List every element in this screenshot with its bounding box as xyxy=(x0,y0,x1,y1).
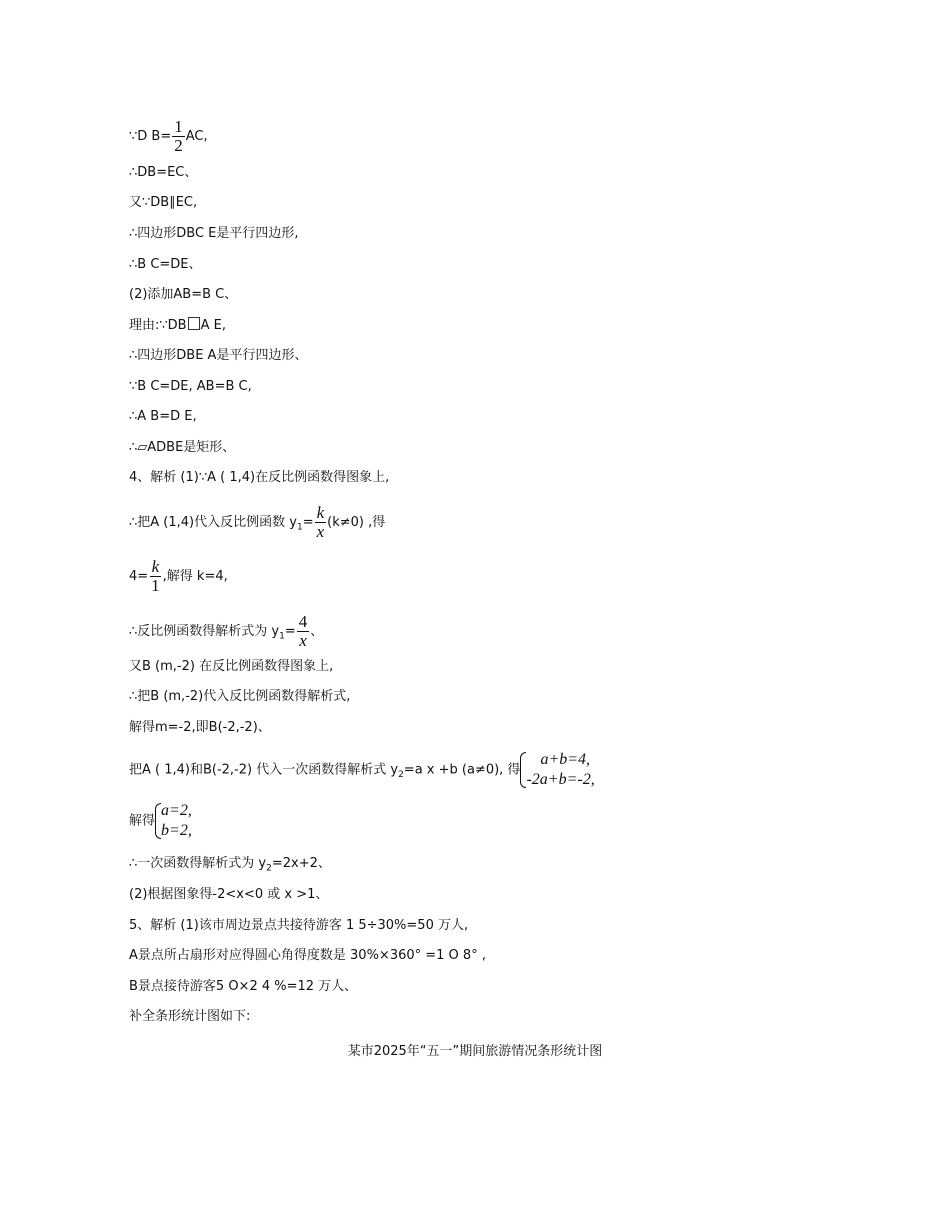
fraction xyxy=(315,504,327,541)
line-linear-substitute xyxy=(129,750,595,790)
unknown-glyph-box xyxy=(188,317,200,330)
text: ∴反比例函数得解析式为 y xyxy=(129,624,280,639)
line-ab-eq-de: ∴A B=D E, xyxy=(129,409,197,424)
numerator: 4 xyxy=(298,612,308,631)
line-parallelogram-dbce: ∴四边形DBC E是平行四边形, xyxy=(129,226,299,241)
line-b-on-graph: 又B (m,-2) 在反比例函数得图象上, xyxy=(129,659,334,674)
line-inverse-expression xyxy=(129,613,323,650)
text: 解得 xyxy=(129,813,156,829)
subscript: 1 xyxy=(296,522,303,533)
subscript: 1 xyxy=(279,631,285,642)
equation: b=2, xyxy=(161,822,192,839)
line-db-parallel-ec: 又∵DB∥EC, xyxy=(129,195,198,210)
line-parallelogram-dbea: ∴四边形DBE A是平行四边形、 xyxy=(129,348,308,363)
text: 把A ( 1,4)和B(-2,-2) 代入一次函数得解析式 y xyxy=(129,762,399,778)
equation: a+b=4, xyxy=(540,751,591,768)
text: ,解得 k=4, xyxy=(162,569,228,584)
line-angle-a: A景点所占扇形对应得圆心角得度数是 30%×360° =1 O 8° , xyxy=(129,948,486,963)
chart-caption: 某市2025年“五一”期间旅游情况条形统计图 xyxy=(347,1044,603,1059)
line-bc-eq-de: ∴B C=DE、 xyxy=(129,257,202,272)
denominator: x xyxy=(316,522,325,541)
denominator: 1 xyxy=(151,576,160,595)
text: =a x +b (a≠0), 得 xyxy=(403,762,521,778)
fraction xyxy=(172,118,185,155)
numerator: 1 xyxy=(174,117,183,136)
numerator: k xyxy=(151,557,160,576)
line-visitors-b: B景点接待游客5 O×2 4 %=12 万人、 xyxy=(129,979,358,994)
text: A E, xyxy=(200,318,226,333)
equation-system xyxy=(155,801,192,841)
subscript: 2 xyxy=(398,770,404,781)
line-graph-range: (2)根据图象得-2<x<0 或 x >1、 xyxy=(129,887,329,902)
denominator: 2 xyxy=(174,136,183,155)
line-complete-chart: 补全条形统计图如下: xyxy=(129,1009,251,1024)
numerator: k xyxy=(316,503,325,522)
line-solve-m: 解得m=-2,即B(-2,-2)、 xyxy=(129,720,271,735)
text: ∴把A (1,4)代入反比例函数 y xyxy=(129,515,297,530)
equation: a=2, xyxy=(161,802,192,819)
text: ∵D B= xyxy=(129,129,172,144)
fraction xyxy=(297,613,310,650)
line-rectangle: ∴▱ADBE是矩形、 xyxy=(129,440,236,455)
text: = xyxy=(284,624,296,639)
text: 4= xyxy=(129,569,149,584)
line-solve-k xyxy=(129,558,228,595)
equation-system xyxy=(520,750,594,790)
line-solve-ab xyxy=(129,801,192,841)
line-linear-expression xyxy=(129,855,331,878)
subscript: 2 xyxy=(266,863,272,874)
line-q4-heading: 4、解析 (1)∵A ( 1,4)在反比例函数得图象上, xyxy=(129,470,390,485)
line-reason xyxy=(129,317,226,335)
line-db-eq-ec: ∴DB=EC、 xyxy=(129,165,198,180)
denominator: x xyxy=(299,631,307,650)
line-q5-heading: 5、解析 (1)该市周边景点共接待游客 1 5÷30%=50 万人, xyxy=(129,918,469,933)
line-bc-de-ab-bc: ∵B C=DE, AB=B C, xyxy=(129,379,252,394)
text: AC, xyxy=(185,129,208,144)
line-db-half-ac xyxy=(129,118,208,155)
text: = xyxy=(302,515,314,530)
text: 理由:∵DB xyxy=(129,318,187,333)
text: =2x+2、 xyxy=(271,856,331,871)
line-substitute-a xyxy=(129,504,385,541)
equation: -2a+b=-2, xyxy=(526,771,595,788)
line-substitute-b: ∴把B (m,-2)代入反比例函数得解析式, xyxy=(129,689,351,704)
text: ∴一次函数得解析式为 y xyxy=(129,856,267,871)
line-part2-add: (2)添加AB=B C、 xyxy=(129,287,238,302)
fraction xyxy=(149,558,162,595)
text: 、 xyxy=(310,624,324,639)
text: (k≠0) ,得 xyxy=(327,515,386,530)
